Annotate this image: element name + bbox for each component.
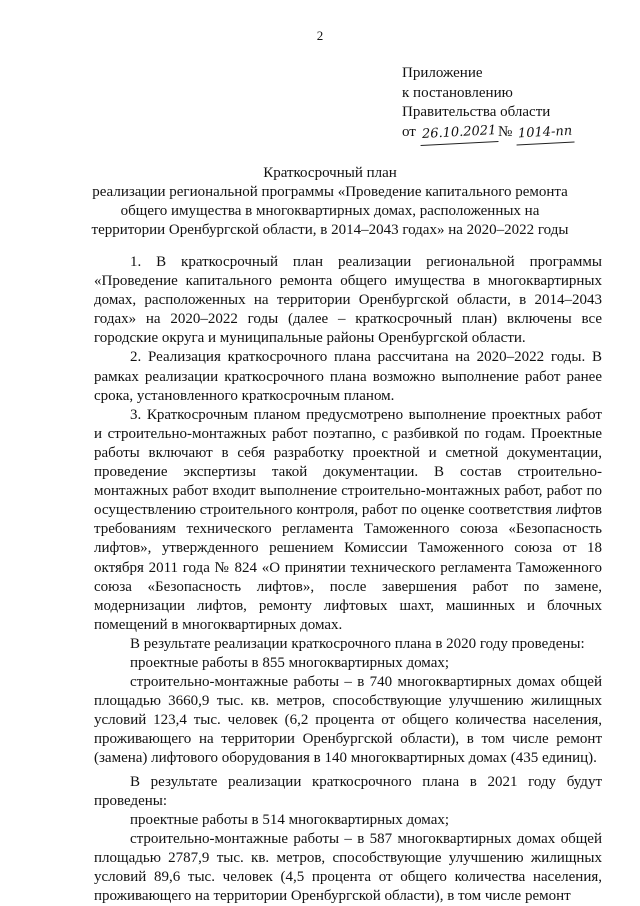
handwritten-number: 1014-пп — [516, 121, 575, 145]
appendix-date-line — [402, 123, 622, 144]
page-number: 2 — [316, 28, 324, 43]
paragraph-8: проектные работы в 514 многоквартирных домах; — [130, 811, 450, 828]
document-title — [70, 164, 590, 240]
title-line-4: территории Оренбургской области, в 2014–2043 годах» на 2020–2022 годы — [91, 222, 569, 238]
paragraph-5: проектные работы в 855 многоквартирных домах; — [130, 654, 450, 671]
appendix-block — [402, 64, 622, 143]
appendix-line-3: Правительства области — [402, 104, 551, 120]
handwritten-date: 26.10.2021 — [419, 120, 498, 145]
paragraph-4: В результате реализации краткосрочного плана в 2020 году проведены: — [130, 635, 585, 652]
paragraph-6: строительно-монтажные работы – в 740 многоквартирных домах общей площадью 3660,9 тыс. кв. метров, способствующие улучшению жилищных условий 123,4 тыс. человек (6,2 процента от общего количества населения, проживающего на территории Оренбургской области), в том числе ремонт (замена) лифтового оборудования в 140 многоквартирных домах (435 единиц). — [94, 674, 602, 767]
title-line-1: Краткосрочный план — [263, 165, 397, 181]
paragraph-1: 1. В краткосрочный план реализации региональной программы «Проведение капитального ремонта общего имущества в многоквартирных домах, расположенных на территории Оренбургской области, в 2014–2043 годах» на 2020–2022 годы (далее – краткосрочный план) включены все городские округа и муниципальные районы Оренбургской области. — [94, 254, 602, 347]
paragraph-9: строительно-монтажные работы – в 587 многоквартирных домах общей площадью 2787,9 тыс. кв. метров, способствующие улучшению жилищных условий 89,6 тыс. человек (4,5 процента от общего количества населения, проживающего на территории Оренбургской области), в том числе ремонт — [94, 830, 602, 905]
paragraph-2: 2. Реализация краткосрочного плана рассчитана на 2020–2022 годы. В рамках реализации краткосрочного плана возможно выполнение работ ранее срока, установленного краткосрочным планом. — [94, 349, 602, 404]
paragraph-3: 3. Краткосрочным планом предусмотрено выполнение проектных работ и строительно-монтажных работ поэтапно, с разбивкой по годам. Проектные работы включают в себя разработку проектной и сметной документации, проведение экспертизы такой документации. В состав строительно-монтажных работ входит выполнение строительно-монтажных работ, работ по осуществлению строительного контроля, работ по оценке соответствия лифтов требованиям технического регламента Таможенного союза «Безопасность лифтов», утвержденного решением Комиссии Таможенного союза от 18 октября 2011 года № 824 «О принятии технического регламента Таможенного союза «Безопасность лифтов», после завершения работ по замене, модернизации лифтов, ремонту лифтовых шахт, машинных и блочных помещений в многоквартирных домах. — [94, 406, 602, 633]
title-line-2: реализации региональной программы «Проведение капитального ремонта — [92, 184, 568, 200]
date-prefix: от — [402, 123, 416, 140]
number-prefix: № — [498, 123, 513, 140]
title-line-3: общего имущества в многоквартирных домах, расположенных на — [120, 203, 540, 219]
appendix-line-2: к постановлению — [402, 84, 513, 101]
appendix-line-1: Приложение — [402, 65, 483, 81]
paragraph-7: В результате реализации краткосрочного плана в 2021 году будут проведены: — [94, 773, 602, 809]
document-body — [94, 253, 602, 906]
